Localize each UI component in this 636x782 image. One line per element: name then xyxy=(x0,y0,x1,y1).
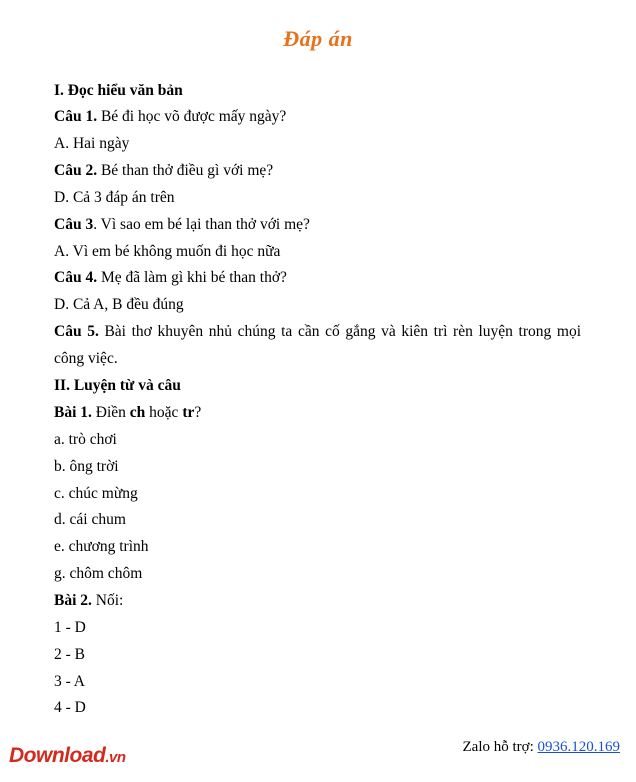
list-item: c. chúc mừng xyxy=(54,485,138,502)
list-item: d. cái chum xyxy=(54,511,126,528)
list-item: 2 - B xyxy=(54,646,85,663)
question-5-line-1: Câu 5. Bài thơ khuyên nhủ chúng ta cần cố gắng và kiên trì rèn luyện trong mọi xyxy=(54,323,581,340)
section-heading-vocabulary: II. Luyện từ và câu xyxy=(54,377,181,394)
question-2: Câu 2. Bé than thở điều gì với mẹ? xyxy=(54,162,274,179)
list-item: g. chôm chôm xyxy=(54,565,143,582)
answer-3: A. Vì em bé không muốn đi học nữa xyxy=(54,243,281,260)
answer-1: A. Hai ngày xyxy=(54,135,130,152)
list-item: 3 - A xyxy=(54,673,85,690)
page-title: Đáp án xyxy=(283,26,353,51)
answer-2: D. Cả 3 đáp án trên xyxy=(54,189,175,206)
list-item: e. chương trình xyxy=(54,538,149,555)
exercise-2-prompt: Bài 2. Nối: xyxy=(54,592,124,609)
question-3: Câu 3. Vì sao em bé lại than thở với mẹ? xyxy=(54,216,310,233)
list-item: b. ông trời xyxy=(54,458,119,475)
list-item: a. trò chơi xyxy=(54,431,117,448)
exercise-1-prompt: Bài 1. Điền ch hoặc tr? xyxy=(54,404,202,421)
answer-4: D. Cả A, B đều đúng xyxy=(54,296,184,313)
question-4: Câu 4. Mẹ đã làm gì khi bé than thở? xyxy=(54,269,287,286)
question-1: Câu 1. Bé đi học võ được mấy ngày? xyxy=(54,108,287,125)
question-5-line-2: công việc. xyxy=(54,350,118,367)
download-vn-logo[interactable]: Download.vn xyxy=(9,744,126,767)
zalo-support: Zalo hỗ trợ: 0936.120.169 xyxy=(462,739,620,755)
section-heading-reading: I. Đọc hiểu văn bản xyxy=(54,82,183,99)
list-item: 4 - D xyxy=(54,699,86,716)
zalo-phone-link[interactable]: 0936.120.169 xyxy=(537,739,620,755)
list-item: 1 - D xyxy=(54,619,86,636)
